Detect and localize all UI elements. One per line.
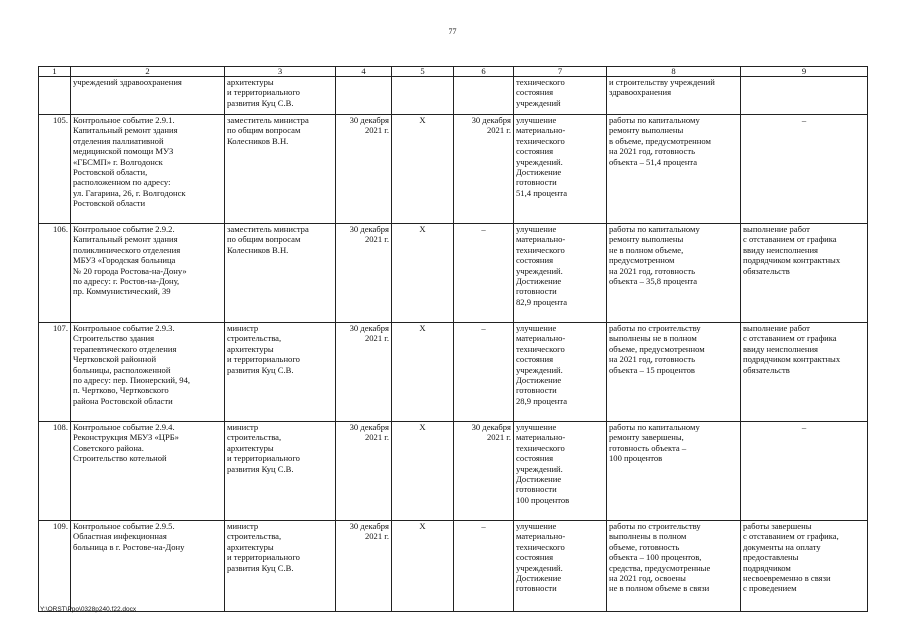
deviation-note: выполнение работ с отставанием от графика ввиду неисполнения подрядчиком контрактных обязательств [741, 224, 868, 323]
row-number: 108. [39, 422, 71, 521]
responsible-person: заместитель министра по общим вопросам Колесников В.Н. [225, 115, 336, 224]
planned-date: 30 декабря 2021 г. [336, 521, 392, 612]
planned-date: 30 декабря 2021 г. [336, 224, 392, 323]
actual-date: Х [392, 224, 454, 323]
footer-file-path: Y:\ORST\Ppo\0328p240.f22.docx [40, 606, 137, 613]
event-description: учреждений здравоохранения [71, 77, 225, 115]
row-number: 106. [39, 224, 71, 323]
column-number: 4 [336, 67, 392, 77]
planned-date: 30 декабря 2021 г. [336, 115, 392, 224]
deviation-note [741, 77, 868, 115]
deviation-note: работы завершены с отставанием от графика, документы на оплату предоставлены подрядчиком несвоевременно в связи с проведением [741, 521, 868, 612]
event-description: Контрольное событие 2.9.2. Капитальный ремонт здания поликлинического отделения МБУЗ «Городская больница № 20 города Ростова-на-Дону» по адресу: г. Ростов-на-Дону, пр. Коммунистический, 39 [71, 224, 225, 323]
control-events-table [38, 66, 868, 612]
column-number-row [39, 67, 868, 77]
expected-result: улучшение материально- технического состояния учреждений. Достижение готовности 51,4 процента [514, 115, 607, 224]
completion-date: – [454, 323, 514, 422]
column-number: 2 [71, 67, 225, 77]
table-row [39, 224, 868, 323]
execution-status: работы по капитальному ремонту выполнены в объеме, предусмотренном на 2021 год, готовность объекта – 51,4 процента [607, 115, 741, 224]
expected-result: улучшение материально- технического состояния учреждений. Достижение готовности 100 процентов [514, 422, 607, 521]
column-number: 3 [225, 67, 336, 77]
planned-date: 30 декабря 2021 г. [336, 422, 392, 521]
column-number: 8 [607, 67, 741, 77]
expected-result: улучшение материально- технического состояния учреждений. Достижение готовности 28,9 процента [514, 323, 607, 422]
completion-date: – [454, 521, 514, 612]
planned-date [336, 77, 392, 115]
completion-date: 30 декабря 2021 г. [454, 115, 514, 224]
execution-status: работы по капитальному ремонту завершены, готовность объекта – 100 процентов [607, 422, 741, 521]
execution-status: и строительству учреждений здравоохранения [607, 77, 741, 115]
event-description: Контрольное событие 2.9.3. Строительство здания терапевтического отделения Чертковской районной больницы, расположенной по адресу: пер. Пионерский, 94, п. Чертково, Чертковского района Ростовской области [71, 323, 225, 422]
table-row [39, 521, 868, 612]
actual-date [392, 77, 454, 115]
column-number: 7 [514, 67, 607, 77]
expected-result: улучшение материально- технического состояния учреждений. Достижение готовности [514, 521, 607, 612]
planned-date: 30 декабря 2021 г. [336, 323, 392, 422]
execution-status: работы по капитальному ремонту выполнены не в полном объеме, предусмотренном на 2021 год, готовность объекта – 35,8 процента [607, 224, 741, 323]
expected-result: технического состояния учреждений [514, 77, 607, 115]
event-description: Контрольное событие 2.9.5. Областная инфекционная больница в г. Ростове-на-Дону [71, 521, 225, 612]
responsible-person: министр строительства, архитектуры и территориального развития Куц С.В. [225, 521, 336, 612]
actual-date: Х [392, 115, 454, 224]
row-number: 109. [39, 521, 71, 612]
completion-date: – [454, 224, 514, 323]
completion-date [454, 77, 514, 115]
completion-date: 30 декабря 2021 г. [454, 422, 514, 521]
deviation-note: – [741, 115, 868, 224]
table-row [39, 115, 868, 224]
event-description: Контрольное событие 2.9.1. Капитальный ремонт здания отделения паллиативной медицинской помощи МУЗ «ГБСМП» г. Волгодонск Ростовской области, расположенном по адресу: ул. Гагарина, 26, г. Волгодонск Ростовской области [71, 115, 225, 224]
expected-result: улучшение материально- технического состояния учреждений. Достижение готовности 82,9 процента [514, 224, 607, 323]
column-number: 1 [39, 67, 71, 77]
row-number: 107. [39, 323, 71, 422]
table-row [39, 77, 868, 115]
deviation-note: – [741, 422, 868, 521]
execution-status: работы по строительству выполнены в полном объеме, готовность объекта – 100 процентов, средства, предусмотренные на 2021 год, освоены не в полном объеме в связи [607, 521, 741, 612]
responsible-person: архитектуры и территориального развития Куц С.В. [225, 77, 336, 115]
row-number: 105. [39, 115, 71, 224]
column-number: 5 [392, 67, 454, 77]
responsible-person: заместитель министра по общим вопросам Колесников В.Н. [225, 224, 336, 323]
page-number: 77 [448, 27, 457, 36]
actual-date: Х [392, 323, 454, 422]
responsible-person: министр строительства, архитектуры и территориального развития Куц С.В. [225, 323, 336, 422]
table-row [39, 422, 868, 521]
table-row [39, 323, 868, 422]
column-number: 6 [454, 67, 514, 77]
actual-date: Х [392, 422, 454, 521]
actual-date: Х [392, 521, 454, 612]
column-number: 9 [741, 67, 868, 77]
responsible-person: министр строительства, архитектуры и территориального развития Куц С.В. [225, 422, 336, 521]
event-description: Контрольное событие 2.9.4. Реконструкция МБУЗ «ЦРБ» Советского района. Строительство котельной [71, 422, 225, 521]
execution-status: работы по строительству выполнены не в полном объеме, предусмотренном на 2021 год, готовность объекта – 15 процентов [607, 323, 741, 422]
deviation-note: выполнение работ с отставанием от графика ввиду неисполнения подрядчиком контрактных обязательств [741, 323, 868, 422]
row-number [39, 77, 71, 115]
